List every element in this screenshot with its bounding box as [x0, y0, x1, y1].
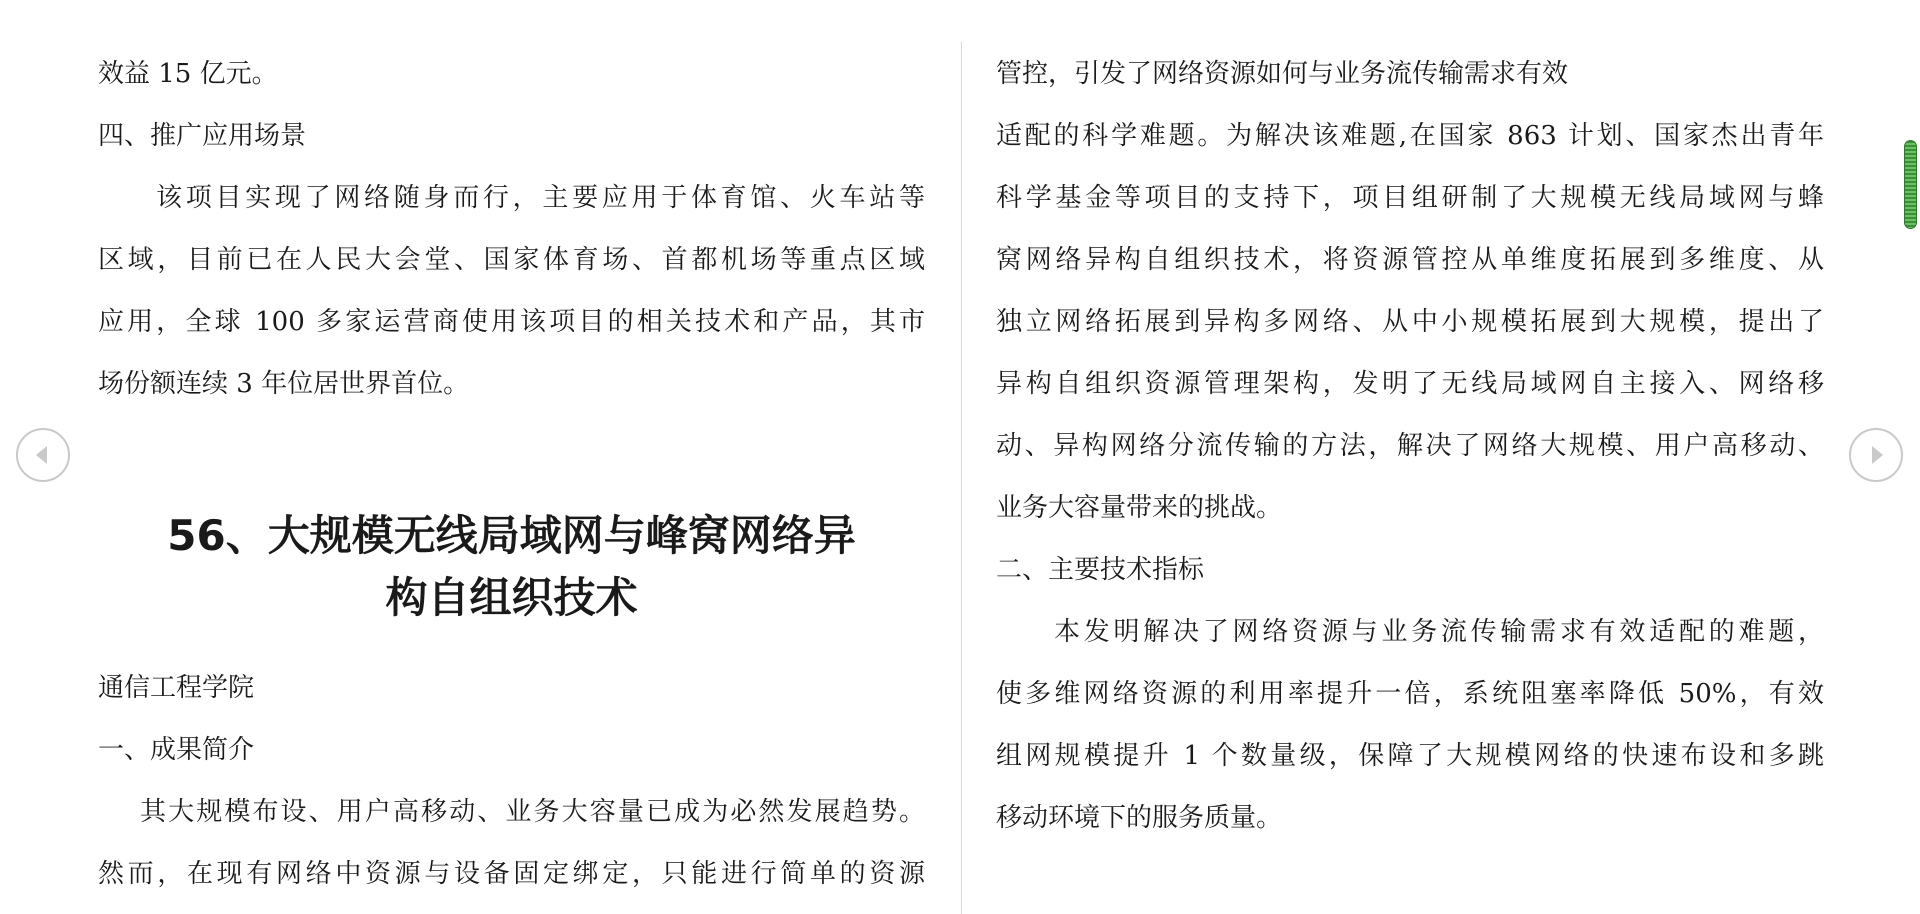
paragraph-line: 区域，目前已在人民大会堂、国家体育场、首都机场等重点区域 [98, 245, 925, 275]
section-heading: 二、主要技术指标 [996, 555, 1205, 585]
article-title-line2: 构自组织技术 [385, 573, 638, 622]
paragraph-line: 应用，全球 100 多家运营商使用该项目的相关技术和产品，其市 [98, 307, 925, 337]
paragraph-line: 组网规模提升 1 个数量级，保障了大规模网络的快速布设和多跳 [996, 741, 1824, 771]
next-page-button[interactable] [1849, 428, 1903, 482]
right-page [996, 0, 1824, 914]
paragraph-line: 其大规模布设、用户高移动、业务大容量已成为必然发展趋势。 [140, 797, 925, 827]
paragraph-line: 使多维网络资源的利用率提升一倍，系统阻塞率降低 50%，有效 [996, 679, 1824, 709]
section-heading: 一、成果简介 [98, 735, 255, 765]
paragraph-line: 适配的科学难题。为解决该难题,在国家 863 计划、国家杰出青年 [996, 121, 1824, 151]
page-divider [961, 42, 962, 914]
article-title-line1: 56、大规模无线局域网与峰窝网络异 [167, 511, 856, 560]
chevron-right-icon [1851, 430, 1901, 480]
paragraph-line: 科学基金等项目的支持下，项目组研制了大规模无线局域网与蜂 [996, 183, 1824, 213]
prev-page-button[interactable] [16, 428, 70, 482]
paragraph-line: 该项目实现了网络随身而行，主要应用于体育馆、火车站等 [156, 183, 925, 213]
paragraph-line: 管控，引发了网络资源如何与业务流传输需求有效 [996, 59, 1569, 89]
paragraph-line: 然而，在现有网络中资源与设备固定绑定，只能进行简单的资源 [98, 859, 925, 889]
college-name: 通信工程学院 [98, 673, 255, 703]
paragraph-line: 异构自组织资源管理架构，发明了无线局域网自主接入、网络移 [996, 369, 1824, 399]
scrollbar-thumb[interactable] [1905, 141, 1916, 228]
paragraph-line: 场份额连续 3 年位居世界首位。 [98, 369, 470, 399]
paragraph-line: 动、异构网络分流传输的方法，解决了网络大规模、用户高移动、 [996, 431, 1824, 461]
chevron-left-icon [18, 430, 68, 480]
paragraph-line: 窝网络异构自组织技术，将资源管控从单维度拓展到多维度、从 [996, 245, 1824, 275]
paragraph-line: 业务大容量带来的挑战。 [996, 493, 1283, 523]
section-heading: 四、推广应用场景 [98, 121, 307, 151]
paragraph-line: 本发明解决了网络资源与业务流传输需求有效适配的难题， [1054, 617, 1824, 647]
paragraph-line: 独立网络拓展到异构多网络、从中小规模拓展到大规模，提出了 [996, 307, 1824, 337]
paragraph-line: 移动环境下的服务质量。 [996, 803, 1283, 833]
left-page [98, 0, 925, 914]
paragraph-line: 效益 15 亿元。 [98, 59, 278, 89]
